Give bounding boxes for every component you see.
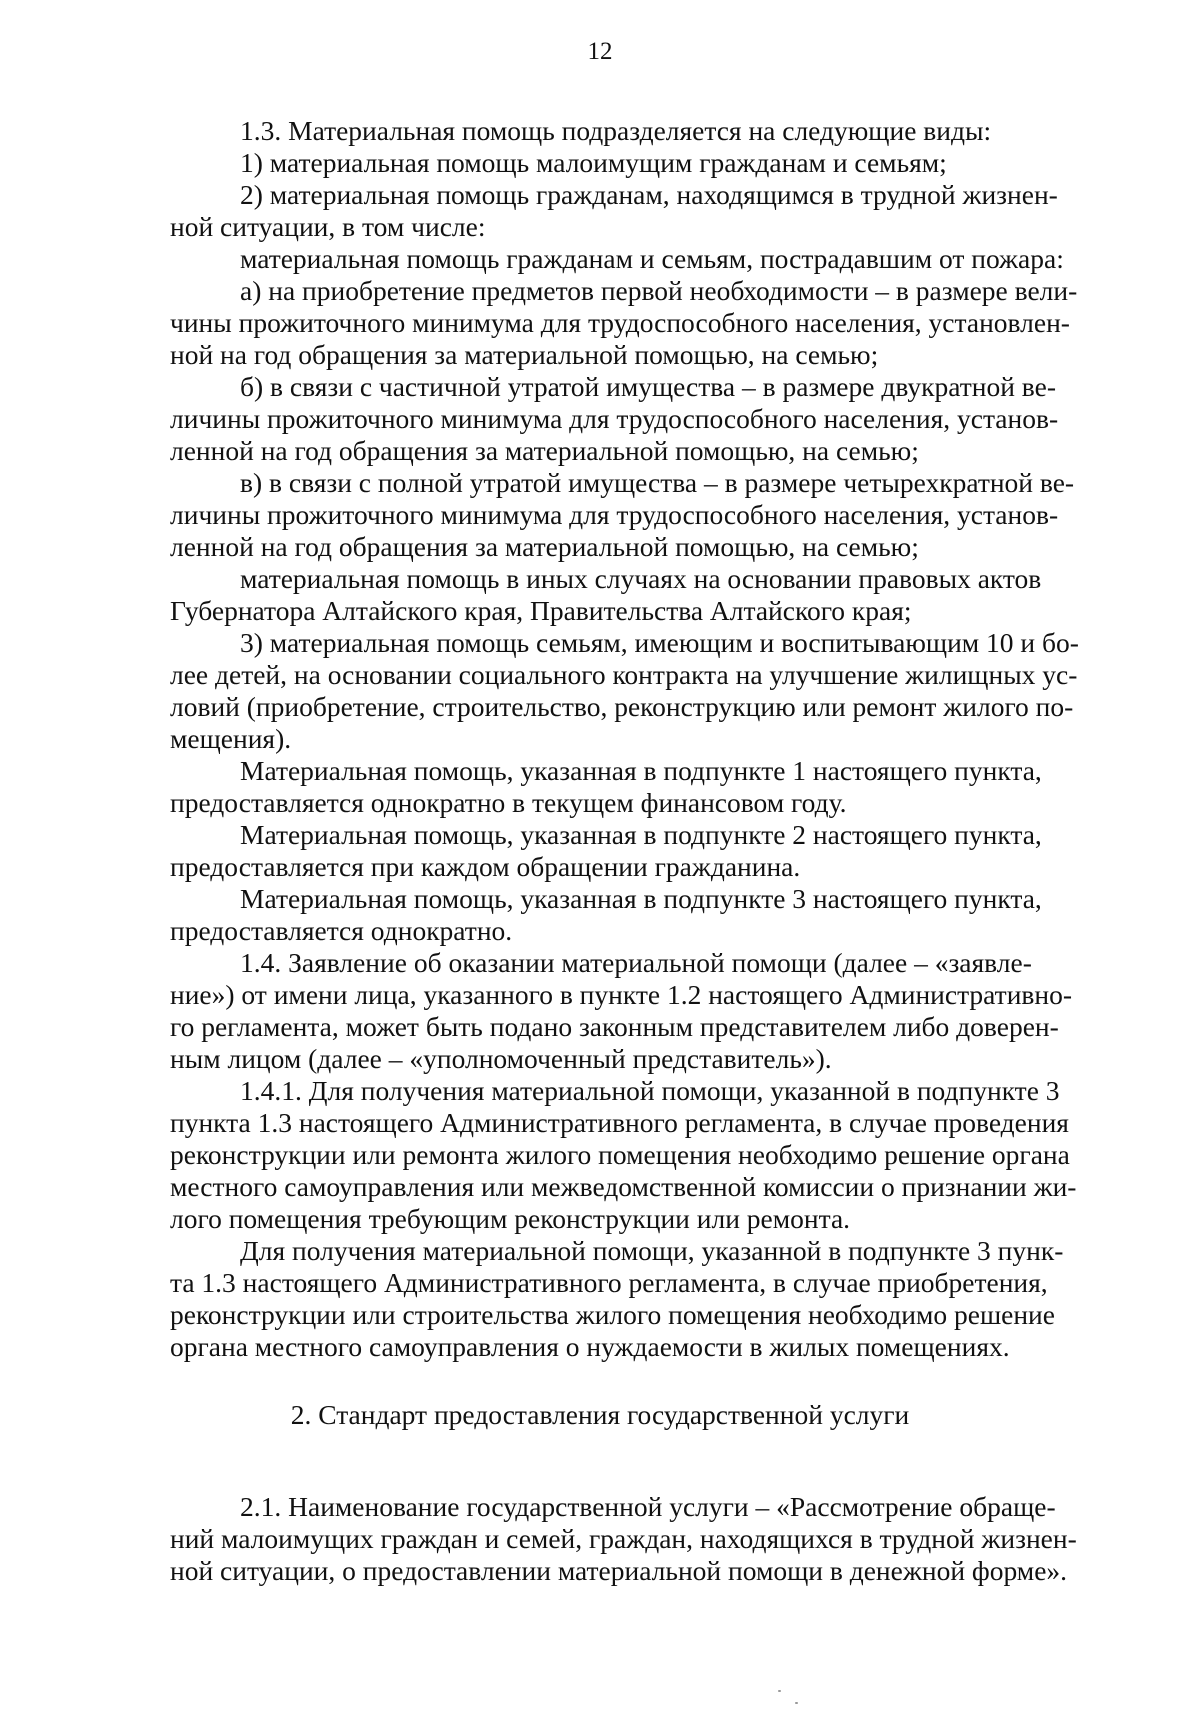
paragraph xyxy=(170,115,1106,147)
paragraph xyxy=(170,947,1106,1075)
paragraph-text: б) в связи с частичной утратой имущества – в размере двукратной ве- личины прожиточного минимума для трудоспособного населения, установ- ленной на год обращения за материальной помощью, на семью; xyxy=(170,371,1059,466)
paragraph xyxy=(170,179,1106,243)
paragraph-text: 2.1. Наименование государственной услуги – «Рассмотрение обраще- ний малоимущих граждан и семей, граждан, находящихся в трудной жизнен- ной ситуации, о предоставлении материальной помощи в денежной форме». xyxy=(170,1491,1077,1586)
paragraph xyxy=(170,627,1106,755)
paragraph-text: 2) материальная помощь гражданам, находящимся в трудной жизнен- ной ситуации, в том числе: xyxy=(170,179,1058,242)
paragraph xyxy=(170,275,1106,371)
paragraph-text: 1.4. Заявление об оказании материальной помощи (далее – «заявле- ние») от имени лица, указанного в пункте 1.2 настоящего Административно- го регламента, может быть подано законным представителем либо доверен- ным лицом (далее – «уполномоченный представитель»). xyxy=(170,947,1073,1074)
paragraph xyxy=(170,883,1106,947)
paragraph-text: Материальная помощь, указанная в подпункте 3 настоящего пункта, предоставляется однократно. xyxy=(170,883,1042,946)
paragraph-text: Материальная помощь, указанная в подпункте 1 настоящего пункта, предоставляется однократно в текущем финансовом году. xyxy=(170,755,1042,818)
page-number: 12 xyxy=(587,38,613,65)
paragraph-text: 1) материальная помощь малоимущим гражданам и семьям; xyxy=(240,147,947,178)
scan-speck xyxy=(795,1702,798,1704)
paragraph xyxy=(170,819,1106,883)
paragraph-text: а) на приобретение предметов первой необходимости – в размере вели- чины прожиточного минимума для трудоспособного населения, установлен- ной на год обращения за материальной помощью, на семью; xyxy=(170,275,1078,370)
section-heading: 2. Стандарт предоставления государственной услуги xyxy=(290,1399,910,1430)
paragraph-text: в) в связи с полной утратой имущества – в размере четырехкратной ве- личины прожиточного минимума для трудоспособного населения, установ- ленной на год обращения за материальной помощью, на семью; xyxy=(170,467,1075,562)
paragraph xyxy=(170,1235,1106,1363)
paragraph xyxy=(170,243,1106,275)
paragraph xyxy=(170,1075,1106,1235)
paragraph xyxy=(170,467,1106,563)
paragraph-text: материальная помощь гражданам и семьям, пострадавшим от пожара: xyxy=(240,243,1064,274)
scan-speck xyxy=(778,1690,781,1692)
paragraph xyxy=(170,1491,1106,1587)
paragraph xyxy=(170,147,1106,179)
paragraph-text: 3) материальная помощь семьям, имеющим и воспитывающим 10 и бо- лее детей, на основании социального контракта на улучшение жилищных ус- ловий (приобретение, строительство, реконструкцию или ремонт жилого по- мещения). xyxy=(170,627,1079,754)
paragraph-text: Материальная помощь, указанная в подпункте 2 настоящего пункта, предоставляется при каждом обращении гражданина. xyxy=(170,819,1042,882)
paragraph xyxy=(170,755,1106,819)
paragraph-text: Для получения материальной помощи, указанной в подпункте 3 пунк- та 1.3 настоящего Административного регламента, в случае приобретения, реконструкции или строительства жилого помещения необходимо решение органа местного самоуправления о нуждаемости в жилых помещениях. xyxy=(170,1235,1064,1362)
paragraph-text: материальная помощь в иных случаях на основании правовых актов Губернатора Алтайского края, Правительства Алтайского края; xyxy=(170,563,1042,626)
paragraph xyxy=(170,371,1106,467)
paragraph xyxy=(170,563,1106,627)
paragraph-text: 1.4.1. Для получения материальной помощи, указанной в подпункте 3 пункта 1.3 настоящего Административного регламента, в случае проведения реконструкции или ремонта жилого помещения необходимо решение органа местного самоуправления или межведомственной комиссии о признании жи- лого помещения требующим реконструкции или ремонта. xyxy=(170,1075,1077,1234)
paragraph-text: 1.3. Материальная помощь подразделяется на следующие виды: xyxy=(240,115,992,146)
